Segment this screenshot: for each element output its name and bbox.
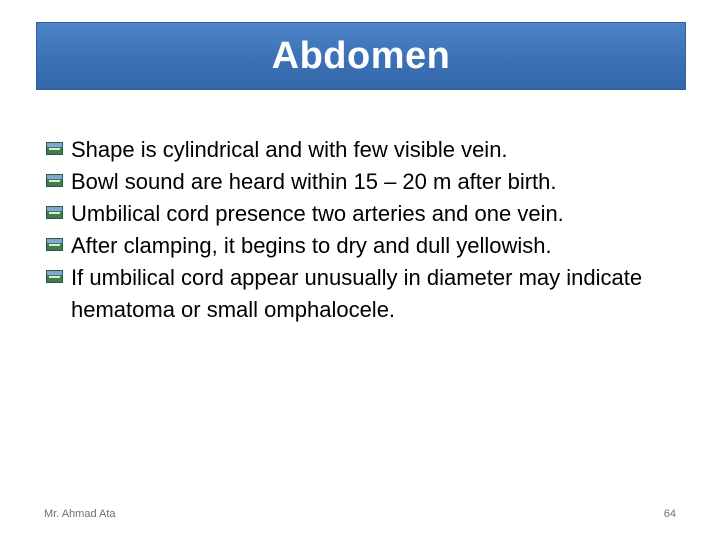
landscape-bullet-icon xyxy=(46,238,63,251)
footer-author: Mr. Ahmad Ata xyxy=(44,508,116,520)
bullet-item xyxy=(46,166,696,198)
bullet-item xyxy=(46,134,696,166)
bullet-text: After clamping, it begins to dry and dull yellowish. xyxy=(71,233,552,258)
bullet-text: Bowl sound are heard within 15 – 20 m after birth. xyxy=(71,169,557,194)
bullet-list xyxy=(46,134,696,326)
bullet-item xyxy=(46,230,696,262)
landscape-bullet-icon xyxy=(46,174,63,187)
bullet-text: If umbilical cord appear unusually in diameter may indicate hematoma or small omphalocele. xyxy=(71,265,643,322)
bullet-text: Shape is cylindrical and with few visible vein. xyxy=(71,137,508,162)
landscape-bullet-icon xyxy=(46,270,63,283)
slide-title: Abdomen xyxy=(271,34,451,77)
bullet-item xyxy=(46,262,696,326)
title-bar xyxy=(36,22,686,90)
landscape-bullet-icon xyxy=(46,206,63,219)
footer-page-number: 64 xyxy=(663,508,676,520)
landscape-bullet-icon xyxy=(46,142,63,155)
bullet-text: Umbilical cord presence two arteries and one vein. xyxy=(71,201,564,226)
bullet-item xyxy=(46,198,696,230)
